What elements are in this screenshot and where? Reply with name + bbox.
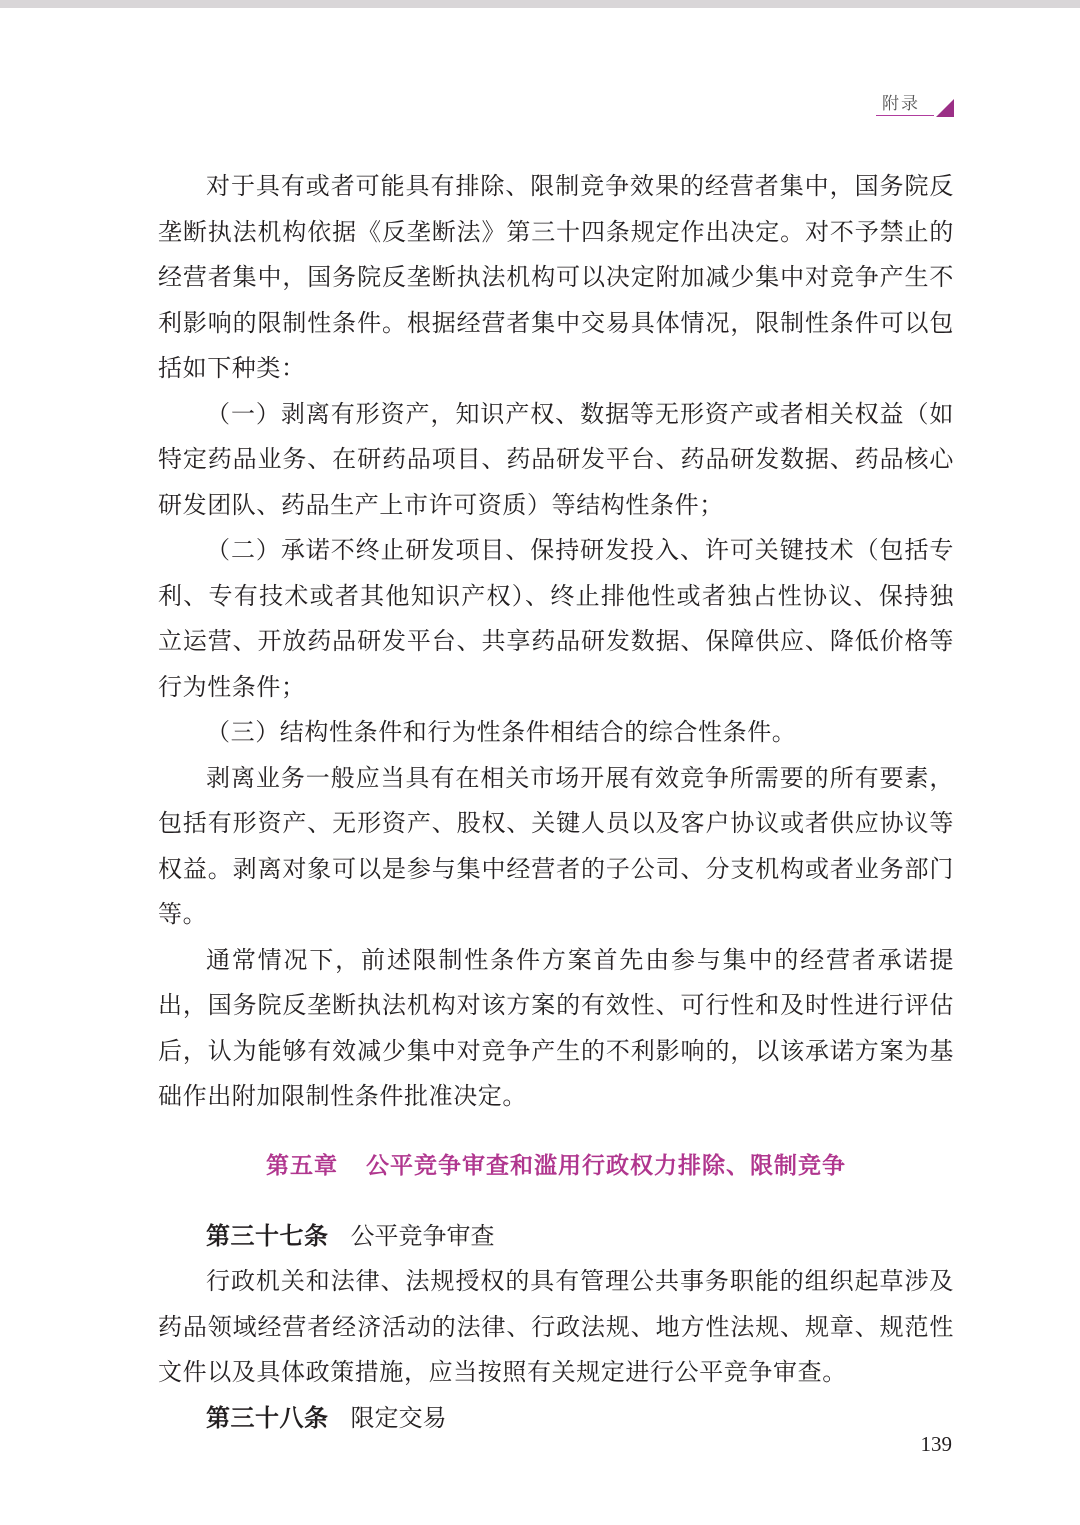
chapter-number: 第五章 xyxy=(266,1152,338,1179)
running-header xyxy=(864,86,954,126)
article-37-body: 行政机关和法律、法规授权的具有管理公共事务职能的组织起草涉及药品领域经营者经济活动的法律、行政法规、地方性法规、规章、规范性文件以及具体政策措施，应当按照有关规定进行公平竞争审查。 xyxy=(158,1267,954,1386)
paragraph-item-3: （三）结构性条件和行为性条件相结合的综合性条件。 xyxy=(206,718,797,746)
top-edge-bar xyxy=(0,0,1080,8)
chapter-title: 公平竞争审查和滥用行政权力排除、限制竞争 xyxy=(366,1152,846,1179)
header-rule xyxy=(876,115,934,116)
paragraph-divestiture: 剥离业务一般应当具有在相关市场开展有效竞争所需要的所有要素，包括有形资产、无形资产、股权、关键人员以及客户协议或者供应协议等权益。剥离对象可以是参与集中经营者的子公司、分支机构或者业务部门等。 xyxy=(158,763,954,928)
article-38-title: 限定交易 xyxy=(350,1403,447,1432)
article-37-title: 公平竞争审查 xyxy=(350,1221,495,1250)
article-37-number: 第三十七条 xyxy=(206,1221,329,1250)
paragraph-item-2: （二）承诺不终止研发项目、保持研发投入、许可关键技术（包括专利、专有技术或者其他知识产权）、终止排他性或者独占性协议、保持独立运营、开放药品研发平台、共享药品研发数据、保障供应、降低价格等行为性条件； xyxy=(158,536,954,701)
paragraph-commitment: 通常情况下，前述限制性条件方案首先由参与集中的经营者承诺提出，国务院反垄断执法机构对该方案的有效性、可行性和及时性进行评估后，认为能够有效减少集中对竞争产生的不利影响的，以该承诺方案为基础作出附加限制性条件批准决定。 xyxy=(158,945,954,1110)
corner-triangle-icon xyxy=(936,99,954,117)
page-number: 139 xyxy=(920,1432,952,1456)
article-37-heading xyxy=(158,1214,954,1260)
header-section-label: 附录 xyxy=(882,94,920,114)
article-38-number: 第三十八条 xyxy=(206,1403,329,1432)
article-38-heading xyxy=(158,1396,954,1442)
chapter-heading xyxy=(158,1146,954,1186)
paragraph-item-1: （一）剥离有形资产，知识产权、数据等无形资产或者相关权益（如特定药品业务、在研药品项目、药品研发平台、药品研发数据、药品核心研发团队、药品生产上市许可资质）等结构性条件； xyxy=(158,399,954,519)
paragraph-intro: 对于具有或者可能具有排除、限制竞争效果的经营者集中，国务院反垄断执法机构依据《反垄断法》第三十四条规定作出决定。对不予禁止的经营者集中，国务院反垄断执法机构可以决定附加减少集中对竞争产生不利影响的限制性条件。根据经营者集中交易具体情况，限制性条件可以包括如下种类： xyxy=(158,172,954,382)
page-body xyxy=(158,164,954,1441)
